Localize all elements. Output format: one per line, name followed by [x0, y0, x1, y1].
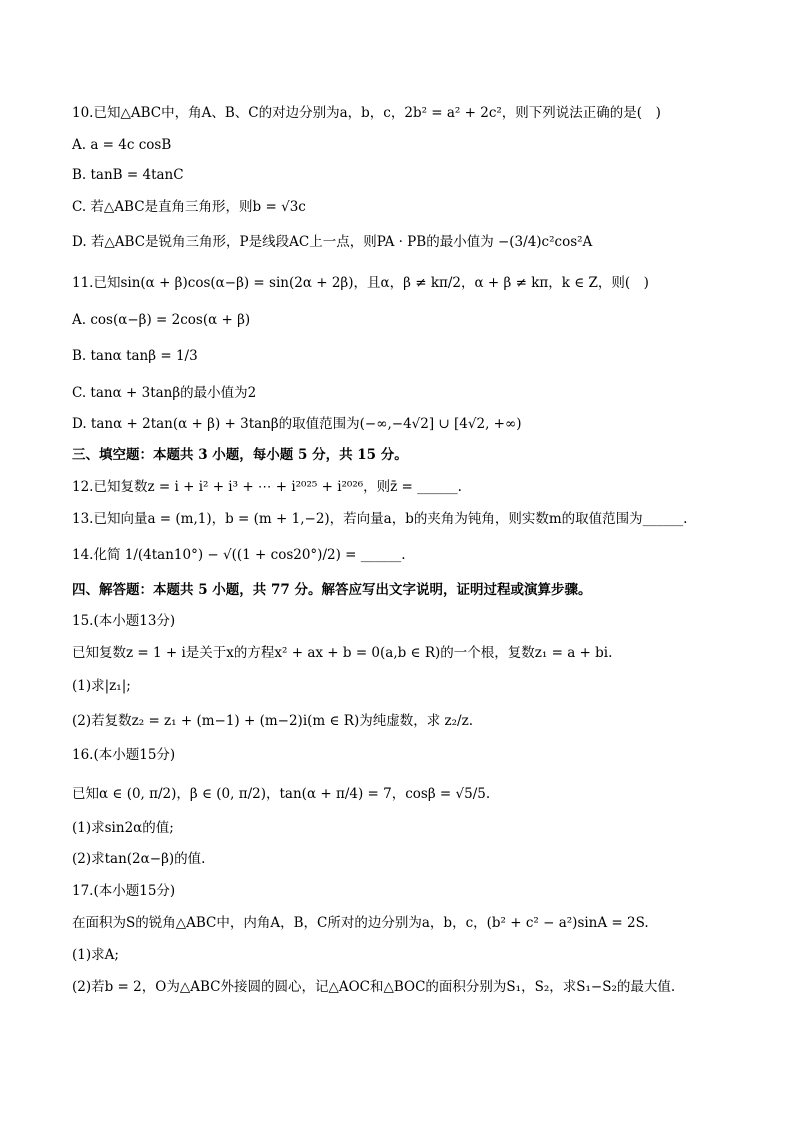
question-10-option-c: C. 若△ABC是直角三角形，则b = √3c — [72, 199, 306, 215]
question-17-part-1: (1)求A; — [72, 947, 119, 963]
question-10-option-d: D. 若△ABC是锐角三角形，P是线段AC上一点，则PA · PB的最小值为 −(3/4)c²cos²A — [72, 234, 593, 250]
question-11-option-c: C. tanα + 3tanβ的最小值为2 — [72, 385, 257, 401]
question-10-option-a: A. a = 4c cosB — [72, 137, 172, 153]
question-10-option-b: B. tanB = 4tanC — [72, 167, 184, 183]
question-17-header: 17.(本小题15分) — [72, 883, 176, 899]
question-15-header: 15.(本小题13分) — [72, 613, 176, 629]
question-15-part-2: (2)若复数z₂ = z₁ + (m−1) + (m−2)i(m ∈ R)为纯虚数，求 z₂/z. — [72, 713, 473, 729]
section-4-heading: 四、解答题：本题共 5 小题，共 77 分。解答应写出文字说明，证明过程或演算步骤。 — [72, 582, 592, 598]
section-3-heading: 三、填空题：本题共 3 小题，每小题 5 分，共 15 分。 — [72, 447, 408, 463]
question-15-part-1: (1)求|z₁|; — [72, 678, 131, 694]
question-10-stem: 10.已知△ABC中，角A、B、C的对边分别为a，b，c，2b² = a² + 2c²，则下列说法正确的是( ) — [72, 105, 661, 121]
question-12: 12.已知复数z = i + i² + i³ + ⋯ + i²⁰²⁵ + i²⁰²⁶，则z̄ = ______. — [72, 479, 462, 495]
question-11-option-b: B. tanα tanβ = 1/3 — [72, 348, 198, 364]
question-17-stem: 在面积为S的锐角△ABC中，内角A，B，C所对的边分别为a，b，c，(b² + c² − a²)sinA = 2S. — [72, 915, 649, 931]
question-15-stem: 已知复数z = 1 + i是关于x的方程x² + ax + b = 0(a,b ∈ R)的一个根，复数z₁ = a + bi. — [72, 645, 613, 661]
question-16-header: 16.(本小题15分) — [72, 747, 176, 763]
question-16-part-2: (2)求tan(2α−β)的值. — [72, 851, 206, 867]
question-11-option-a: A. cos(α−β) = 2cos(α + β) — [72, 312, 251, 328]
question-16-stem: 已知α ∈ (0, π/2)，β ∈ (0, π/2)，tan(α + π/4) = 7，cosβ = √5/5. — [72, 786, 491, 802]
question-14: 14.化简 1/(4tan10°) − √((1 + cos20°)/2) = ______. — [72, 547, 406, 563]
question-11-option-d: D. tanα + 2tan(α + β) + 3tanβ的取值范围为(−∞,−4√2] ∪ [4√2, +∞) — [72, 416, 522, 432]
question-11-stem: 11.已知sin(α + β)cos(α−β) = sin(2α + 2β)，且α，β ≠ kπ/2，α + β ≠ kπ，k ∈ Z，则( ) — [72, 275, 649, 291]
question-16-part-1: (1)求sin2α的值; — [72, 820, 174, 836]
question-13: 13.已知向量a = (m,1)，b = (m + 1,−2)，若向量a，b的夹角为钝角，则实数m的取值范围为______. — [72, 511, 688, 527]
question-17-part-2: (2)若b = 2，O为△ABC外接圆的圆心，记△AOC和△BOC的面积分别为S₁，S₂，求S₁−S₂的最大值. — [72, 979, 676, 995]
